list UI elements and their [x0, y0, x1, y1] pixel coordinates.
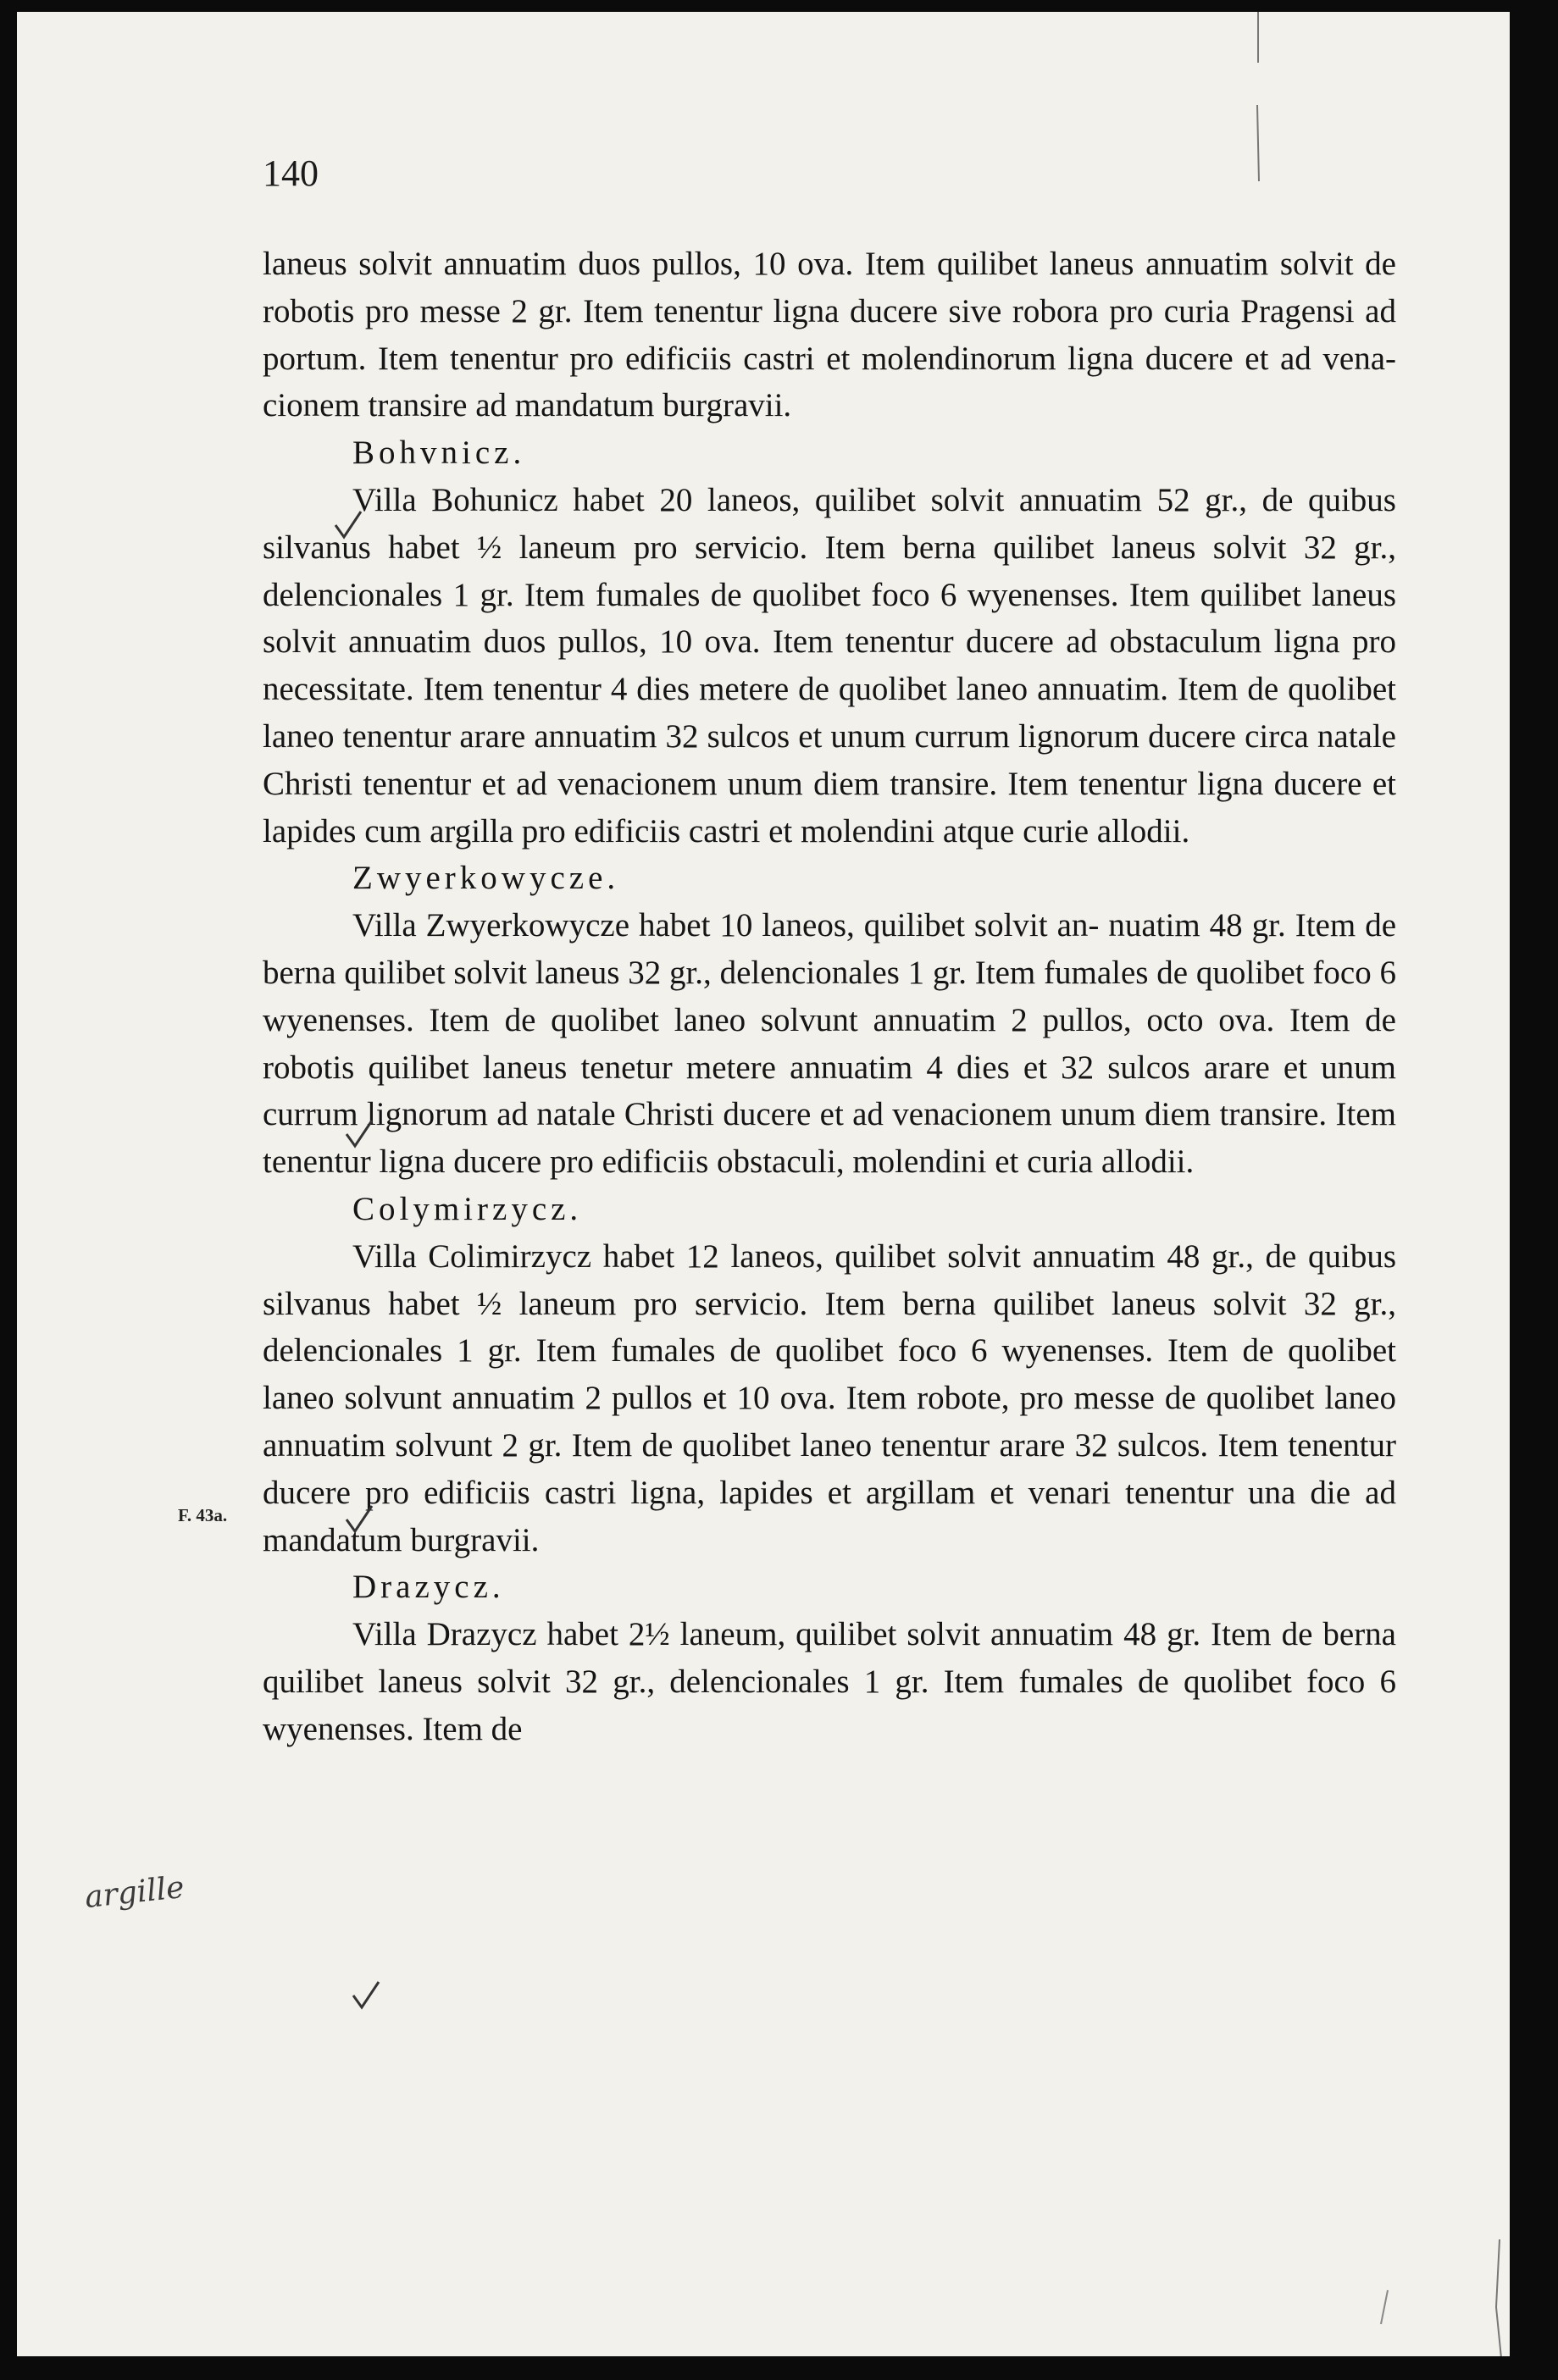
paragraph-drazycz: Villa Drazycz habet 2½ laneum, quilibet solvit annuatim 48 gr. Item de berna quilibet laneus solvit 32 gr., delencionales 1 gr. Item fumales de quolibet foco 6 wyenenses. Item de: [263, 1616, 1396, 1747]
check-mark-icon: [343, 1503, 377, 1536]
page-number: 140: [263, 152, 319, 194]
heading-zwyerkowycze: Zwyerkowycze.: [352, 860, 620, 897]
folio-marker: F. 43a.: [178, 1505, 228, 1525]
paragraph-bohvnicz: Villa Bohunicz habet 20 laneos, quilibet solvit annuatim 52 gr., de quibus silvanus habet ½ laneum pro servicio. Item berna quilibet laneus solvit 32 gr., delencionales 1 gr. Item fumales de quolibet foco 6 wyenenses. Item quilibet laneus solvit annuatim duos pullos, 10 ova. Item tenentur ducere ad obstaculum ligna pro necessitate. Item tenentur 4 dies metere de quolibet laneo annuatim. Item de quolibet laneo tenentur arare annuatim 32 sulcos et unum currum lignorum ducere circa natale Christi tenentur et ad venacionem unum diem transire. Item tenentur ligna ducere et lapides cum argilla pro edificiis castri et molendini atque curie allodii.: [263, 481, 1396, 850]
check-mark-icon: [332, 508, 366, 542]
main-text: [263, 241, 1396, 1753]
handwritten-margin-note: argille: [83, 1869, 186, 1916]
paragraph-intro: laneus solvit annuatim duos pullos, 10 ova. Item quilibet laneus annuatim solvit de robotis pro messe 2 gr. Item tenentur ligna ducere sive robora pro curia Pragensi ad portum. Item tenentur pro edificiis castri et molendinorum ligna ducere et ad vena- cionem transire ad mandatum burgravii.: [263, 246, 1396, 424]
book-page: [17, 12, 1510, 2356]
heading-bohvnicz: Bohvnicz.: [352, 434, 526, 472]
page-edge-mark: [1250, 12, 1267, 198]
paragraph-zwyerkowycze: Villa Zwyerkowycze habet 10 laneos, quilibet solvit an- nuatim 48 gr. Item de berna quilibet solvit laneus 32 gr., delencionales 1 gr. Item fumales de quolibet foco 6 wyenenses. Item de quolibet laneo solvunt annuatim 2 pullos, octo ova. Item de robotis quilibet laneus tenetur metere annuatim 4 dies et 32 sulcos arare et unum currum lignorum ad natale Christi ducere et ad venacionem unum diem transire. Item tenentur ligna ducere pro edificiis obstaculi, molendini et curia allodii.: [263, 907, 1396, 1181]
check-mark-icon: [343, 1117, 377, 1151]
check-mark-icon: [350, 1979, 384, 2012]
paragraph-colymirzycz: Villa Colimirzycz habet 12 laneos, quilibet solvit annuatim 48 gr., de quibus silvanus habet ½ laneum pro servicio. Item berna quilibet laneus solvit 32 gr., delencionales 1 gr. Item fumales de quolibet foco 6 wyenenses. Item de quolibet laneo solvunt annuatim 2 pullos et 10 ova. Item robote, pro messe de quolibet laneo annuatim solvunt 2 gr. Item de quolibet laneo tenentur arare 32 sulcos. Item tenentur ducere pro edificiis castri ligna, lapides et argillam et venari tenentur una die ad mandatum burgravii.: [263, 1237, 1396, 1558]
pencil-stroke-marks: [1372, 2222, 1508, 2356]
heading-colymirzycz: Colymirzycz.: [352, 1190, 583, 1227]
heading-drazycz: Drazycz.: [352, 1569, 505, 1606]
